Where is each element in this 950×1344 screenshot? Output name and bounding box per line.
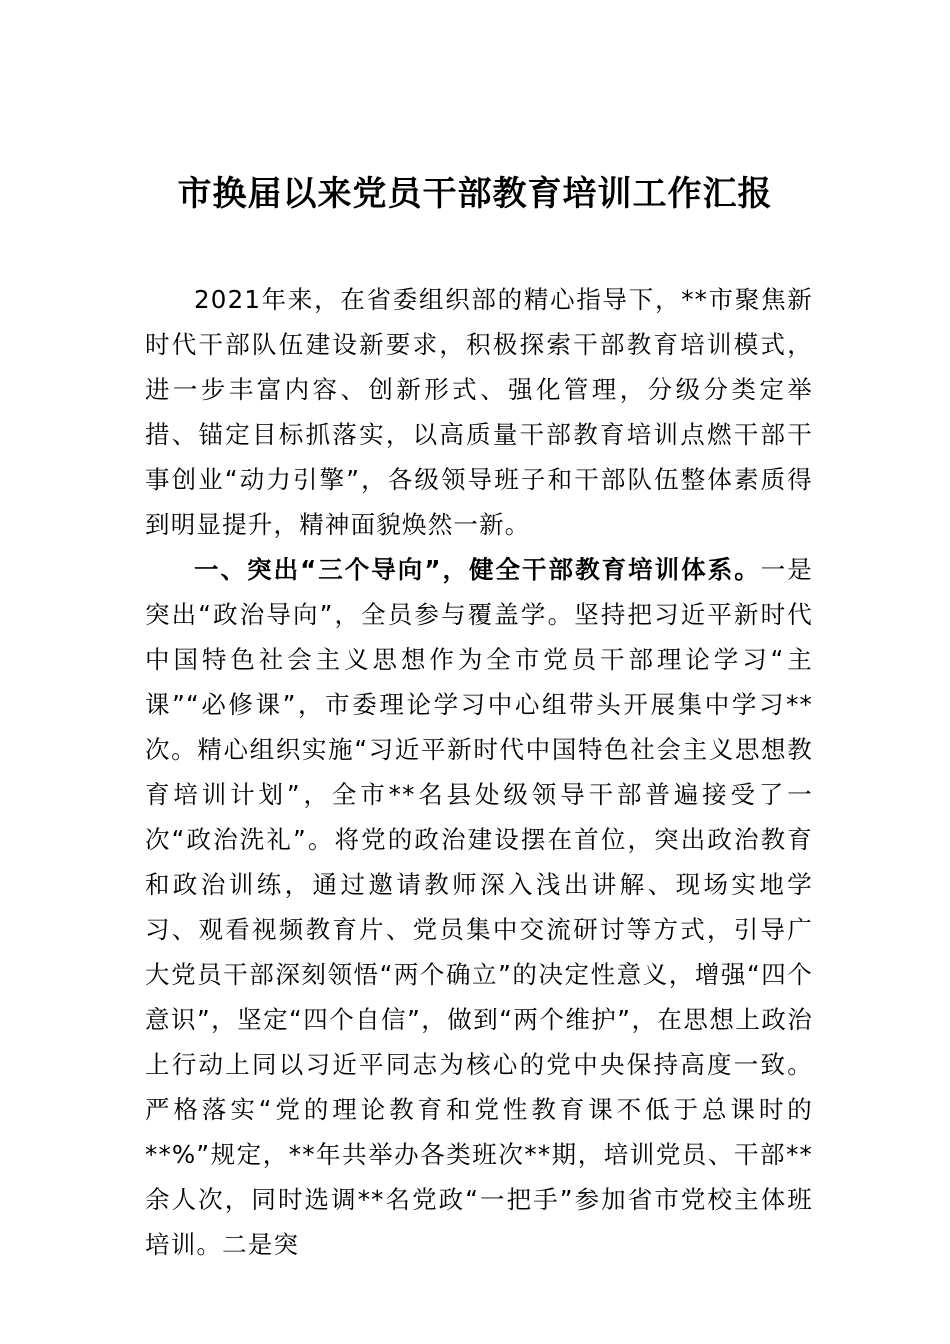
section-one-heading: 一、突出“三个导向”，健全干部教育培训体系。 (194, 555, 761, 584)
document-title: 市换届以来党员干部教育培训工作汇报 (177, 174, 773, 214)
intro-paragraph: 2021年来，在省委组织部的精心指导下，**市聚焦新时代干部队伍建设新要求，积极探索干部教育培训模式，进一步丰富内容、创新形式、强化管理，分级分类定举措、锚定目标抓落实，以高质量干部教育培训点燃干部干事创业“动力引擎”，各级领导班子和干部队伍整体素质得到明显提升，精神面貌焕然一新。 (145, 285, 813, 539)
section-one-text: 一是突出“政治导向”，全员参与覆盖学。坚持把习近平新时代中国特色社会主义思想作为全市党员干部理论学习“主课”“必修课”，市委理论学习中心组带头开展集中学习**次。精心组织实施“习近平新时代中国特色社会主义思想教育培训计划”，全市**名县处级领导干部普遍接受了一次“政治洗礼”。将党的政治建设摆在首位，突出政治教育和政治训练，通过邀请教师深入浅出讲解、现场实地学习、观看视频教育片、党员集中交流研讨等方式，引导广大党员干部深刻领悟“两个确立”的决定性意义，增强“四个意识”，坚定“四个自信”，做到“两个维护”，在思想上政治上行动上同以习近平同志为核心的党中央保持高度一致。严格落实“党的理论教育和党性教育课不低于总课时的**%”规定，**年共举办各类班次**期，培训党员、干部**余人次，同时选调**名党政“一把手”参加省市党校主体班培训。二是突 (145, 555, 813, 1259)
document-body (145, 277, 813, 1267)
section-one-paragraph (145, 547, 813, 1267)
